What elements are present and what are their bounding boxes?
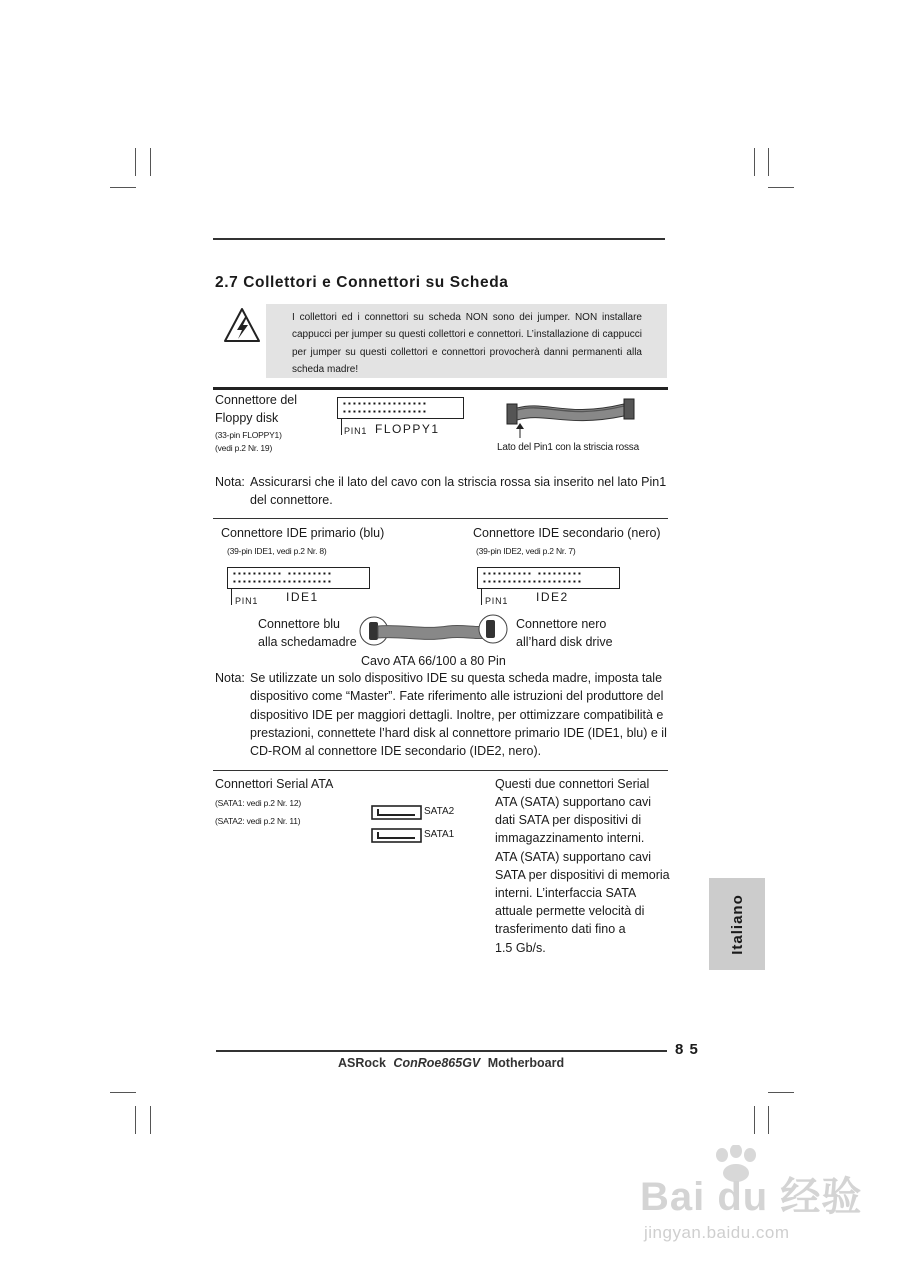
sata-desc-line: attuale permette velocità di [495, 904, 645, 918]
pin1-marker [341, 418, 342, 435]
ata-cable-caption: Cavo ATA 66/100 a 80 Pin [361, 654, 506, 668]
ide-nota-label: Nota: [215, 671, 245, 685]
sata-desc-line: ATA (SATA) supportano cavi [495, 850, 652, 864]
high-voltage-warning-icon [222, 306, 262, 346]
crop-mark [110, 1092, 136, 1093]
ide-secondary-ref: (39-pin IDE2, vedi p.2 Nr. 7) [476, 546, 576, 556]
sata1-ref: (SATA1: vedi p.2 Nr. 12) [215, 798, 302, 808]
sata-desc-line: SATA per dispositivi di memoria [495, 868, 670, 882]
ide-primary-ref: (39-pin IDE1, vedi p.2 Nr. 8) [227, 546, 327, 556]
floppy-cable-caption: Lato del Pin1 con la striscia rossa [497, 442, 639, 453]
crop-mark [150, 148, 151, 176]
crop-mark [135, 148, 136, 176]
sata2-ref: (SATA2: vedi p.2 Nr. 11) [215, 816, 301, 826]
ribbon-cable-icon [506, 398, 636, 440]
sata-desc-line: dati SATA per dispositivi di [495, 813, 642, 827]
section-rule [213, 387, 668, 390]
crop-mark [110, 187, 136, 188]
sata-desc-line: ATA (SATA) supportano cavi [495, 795, 652, 809]
ide-nota-line: dispositivo come “Master”. Fate riferimento alle istruzioni del produttore del [250, 689, 664, 703]
crop-mark [768, 148, 769, 176]
language-tab-label: Italiano [728, 893, 746, 955]
ide-nota-line: CD-ROM al connettore IDE secondario (IDE2, nero). [250, 744, 542, 758]
ide2-pin1-label: PIN1 [485, 596, 509, 606]
ide-nota-line: Se utilizzate un solo dispositivo IDE su questa scheda madre, imposta tale [250, 671, 663, 685]
crop-mark [768, 1106, 769, 1134]
page-number: 8 5 [675, 1041, 699, 1058]
ide-secondary-title: Connettore IDE secondario (nero) [473, 526, 661, 540]
language-tab-label-wrap [709, 878, 765, 970]
sata-port-icon [371, 828, 423, 844]
floppy-nota-line2: del connettore. [250, 493, 333, 507]
ide2-label: IDE2 [536, 590, 569, 604]
ide-nota-line: prestazioni, connettete l’hard disk al connettore primario IDE (IDE1, blu) e il [250, 726, 667, 740]
footer-brand: ASRock [338, 1056, 386, 1070]
floppy-pin1-label: PIN1 [344, 426, 368, 436]
sata-title: Connettori Serial ATA [215, 777, 334, 791]
floppy-ref: (vedi p.2 Nr. 19) [215, 443, 273, 453]
ide-rule [213, 518, 668, 519]
floppy-title-line2: Floppy disk [215, 411, 279, 425]
floppy-header-label: FLOPPY1 [375, 422, 440, 436]
ide2-header-pins: ▪▪▪▪▪▪▪▪▪▪ ▪▪▪▪▪▪▪▪▪ ▪▪▪▪▪▪▪▪▪▪▪▪▪▪▪▪▪▪▪▪ [482, 570, 583, 587]
crop-mark [150, 1106, 151, 1134]
crop-mark [754, 1106, 755, 1134]
ide-primary-title: Connettore IDE primario (blu) [221, 526, 385, 540]
sata-rule [213, 770, 668, 771]
black-connector-line2: all’hard disk drive [516, 635, 613, 649]
crop-mark [135, 1106, 136, 1134]
crop-mark [768, 187, 794, 188]
footer-rule [216, 1050, 667, 1052]
pin1-marker [481, 588, 482, 605]
crop-mark [754, 148, 755, 176]
sata-desc-line: Questi due connettori Serial [495, 777, 650, 791]
footer-text [338, 1056, 564, 1070]
footer-model: ConRoe865GV [393, 1056, 481, 1070]
pin1-marker [231, 588, 232, 605]
sata-desc-line: immagazzinamento interni. [495, 831, 645, 845]
blue-connector-line1: Connettore blu [258, 617, 341, 631]
black-connector-line1: Connettore nero [516, 617, 607, 631]
warning-text: I collettori ed i connettori su scheda NON sono dei jumper. NON installare cappucci per jumper su questi collettori e connettori. L’installazione di cappucci per jumper su questi collettori e connettori provocherà danni permanenti alla scheda madre! [292, 312, 642, 375]
blue-connector-line2: alla schedamadre [258, 635, 357, 649]
ata-cable-icon [358, 614, 510, 650]
watermark-url: jingyan.baidu.com [644, 1223, 790, 1242]
ide1-header-diagram [227, 567, 370, 589]
ide-nota-line: dispositivo IDE per maggiori dettagli. Inoltre, per ottimizzare compatibilità e [250, 708, 664, 722]
floppy-nota-line1: Assicurarsi che il lato del cavo con la striscia rossa sia inserito nel lato Pin1 [250, 475, 667, 489]
floppy-header-diagram [337, 397, 464, 419]
sata1-label: SATA1 [424, 829, 455, 840]
sata2-label: SATA2 [424, 806, 455, 817]
floppy-pins: (33-pin FLOPPY1) [215, 430, 282, 440]
floppy-title-line1: Connettore del [215, 393, 298, 407]
sata-desc-line: 1.5 Gb/s. [495, 941, 546, 955]
watermark-logo-text: Bai du 经验 [640, 1175, 863, 1219]
ide1-pin1-label: PIN1 [235, 596, 259, 606]
crop-mark [768, 1092, 794, 1093]
section-title: 2.7 Collettori e Connettori su Scheda [215, 274, 509, 291]
ide1-header-pins: ▪▪▪▪▪▪▪▪▪▪ ▪▪▪▪▪▪▪▪▪ ▪▪▪▪▪▪▪▪▪▪▪▪▪▪▪▪▪▪▪▪ [232, 570, 333, 587]
sata-desc-line: trasferimento dati fino a [495, 922, 626, 936]
baidu-watermark [640, 1143, 890, 1273]
footer-product: Motherboard [487, 1056, 565, 1070]
ide1-label: IDE1 [286, 590, 319, 604]
top-rule [213, 238, 665, 240]
sata-port-icon [371, 805, 423, 821]
sata-desc-line: interni. L’interfaccia SATA [495, 886, 637, 900]
floppy-nota-label: Nota: [215, 475, 245, 489]
ide2-header-diagram [477, 567, 620, 589]
floppy-header-pins: ▪▪▪▪▪▪▪▪▪▪▪▪▪▪▪▪▪ ▪▪▪▪▪▪▪▪▪▪▪▪▪▪▪▪▪ [342, 400, 428, 417]
